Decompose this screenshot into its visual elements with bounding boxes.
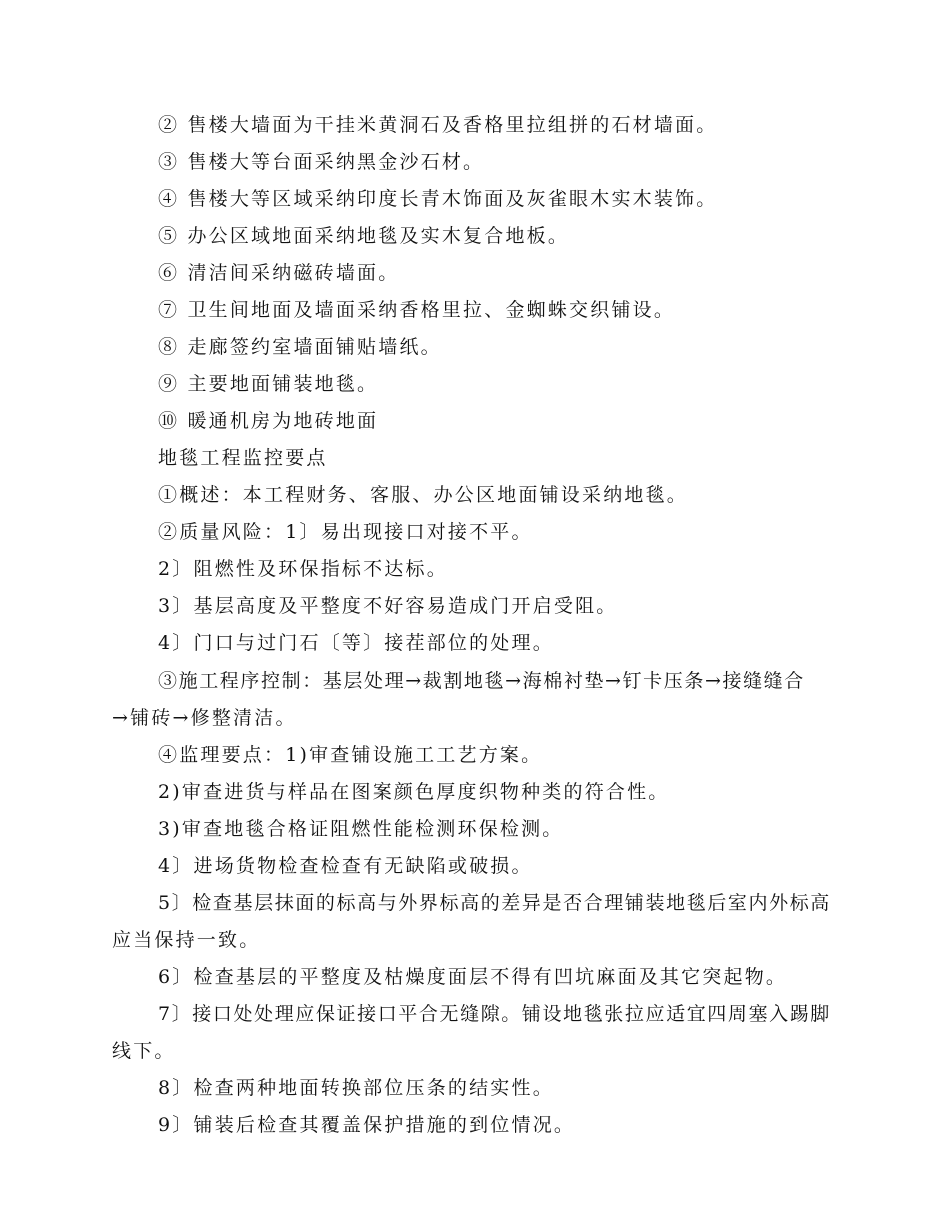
paragraph-line: ⑦ 卫生间地面及墙面采纳香格里拉、金蜘蛛交织铺设。 bbox=[158, 299, 676, 321]
paragraph-line: ⑨ 主要地面铺装地毯。 bbox=[158, 373, 379, 395]
paragraph-line: 4〕进场货物检查检查有无缺陷或破损。 bbox=[158, 855, 533, 877]
paragraph-line: 7〕接口处处理应保证接口平合无缝隙。铺设地毯张拉应适宜四周塞入踢脚 bbox=[158, 1003, 831, 1025]
paragraph-line: ⑧ 走廊签约室墙面铺贴墙纸。 bbox=[158, 336, 442, 358]
paragraph-line: ①概述：本工程财务、客服、办公区地面铺设采纳地毯。 bbox=[158, 484, 689, 506]
paragraph-line: 6〕检查基层的平整度及枯燥度面层不得有凹坑麻面及其它突起物。 bbox=[158, 966, 788, 988]
paragraph-line: ⑥ 清洁间采纳磁砖墙面。 bbox=[158, 262, 400, 284]
paragraph-line: 5〕检查基层抹面的标高与外界标高的差异是否合理铺装地毯后室内外标高 bbox=[158, 892, 831, 914]
paragraph-line: ⑩ 暖通机房为地砖地面 bbox=[158, 410, 379, 432]
paragraph-line: ⑤ 办公区域地面采纳地毯及实木复合地板。 bbox=[158, 225, 570, 247]
paragraph-line: 2〕阻燃性及环保指标不达标。 bbox=[158, 558, 448, 580]
paragraph-line: 4〕门口与过门石〔等〕接茬部位的处理。 bbox=[158, 632, 554, 654]
paragraph-line: 2)审查进货与样品在图案颜色厚度织物种类的符合性。 bbox=[158, 781, 670, 803]
paragraph-line: 9〕铺装后检查其覆盖保护措施的到位情况。 bbox=[158, 1114, 576, 1136]
paragraph-line-continued: 线下。 bbox=[112, 1040, 176, 1062]
paragraph-line: 3)审查地毯合格证阻燃性能检测环保检测。 bbox=[158, 818, 564, 840]
paragraph-line: ③施工程序控制：基层处理→裁割地毯→海棉衬垫→钉卡压条→接缝缝合 bbox=[158, 670, 805, 692]
paragraph-line-continued: 应当保持一致。 bbox=[112, 929, 261, 951]
paragraph-line: ④ 售楼大等区域采纳印度长青木饰面及灰雀眼木实木装饰。 bbox=[158, 188, 718, 210]
paragraph-line: ②质量风险：1〕易出现接口对接不平。 bbox=[158, 521, 533, 543]
paragraph-line: ③ 售楼大等台面采纳黑金沙石材。 bbox=[158, 151, 485, 173]
paragraph-line: 3〕基层高度及平整度不好容易造成门开启受阻。 bbox=[158, 595, 618, 617]
paragraph-line: ④监理要点：1)审查铺设施工工艺方案。 bbox=[158, 744, 543, 766]
paragraph-line: 8〕检查两种地面转换部位压条的结实性。 bbox=[158, 1077, 554, 1099]
paragraph-line-continued: →铺砖→修整清洁。 bbox=[112, 707, 297, 729]
paragraph-line: ② 售楼大墙面为干挂米黄洞石及香格里拉组拼的石材墙面。 bbox=[158, 114, 718, 136]
section-heading: 地毯工程监控要点 bbox=[158, 447, 328, 469]
